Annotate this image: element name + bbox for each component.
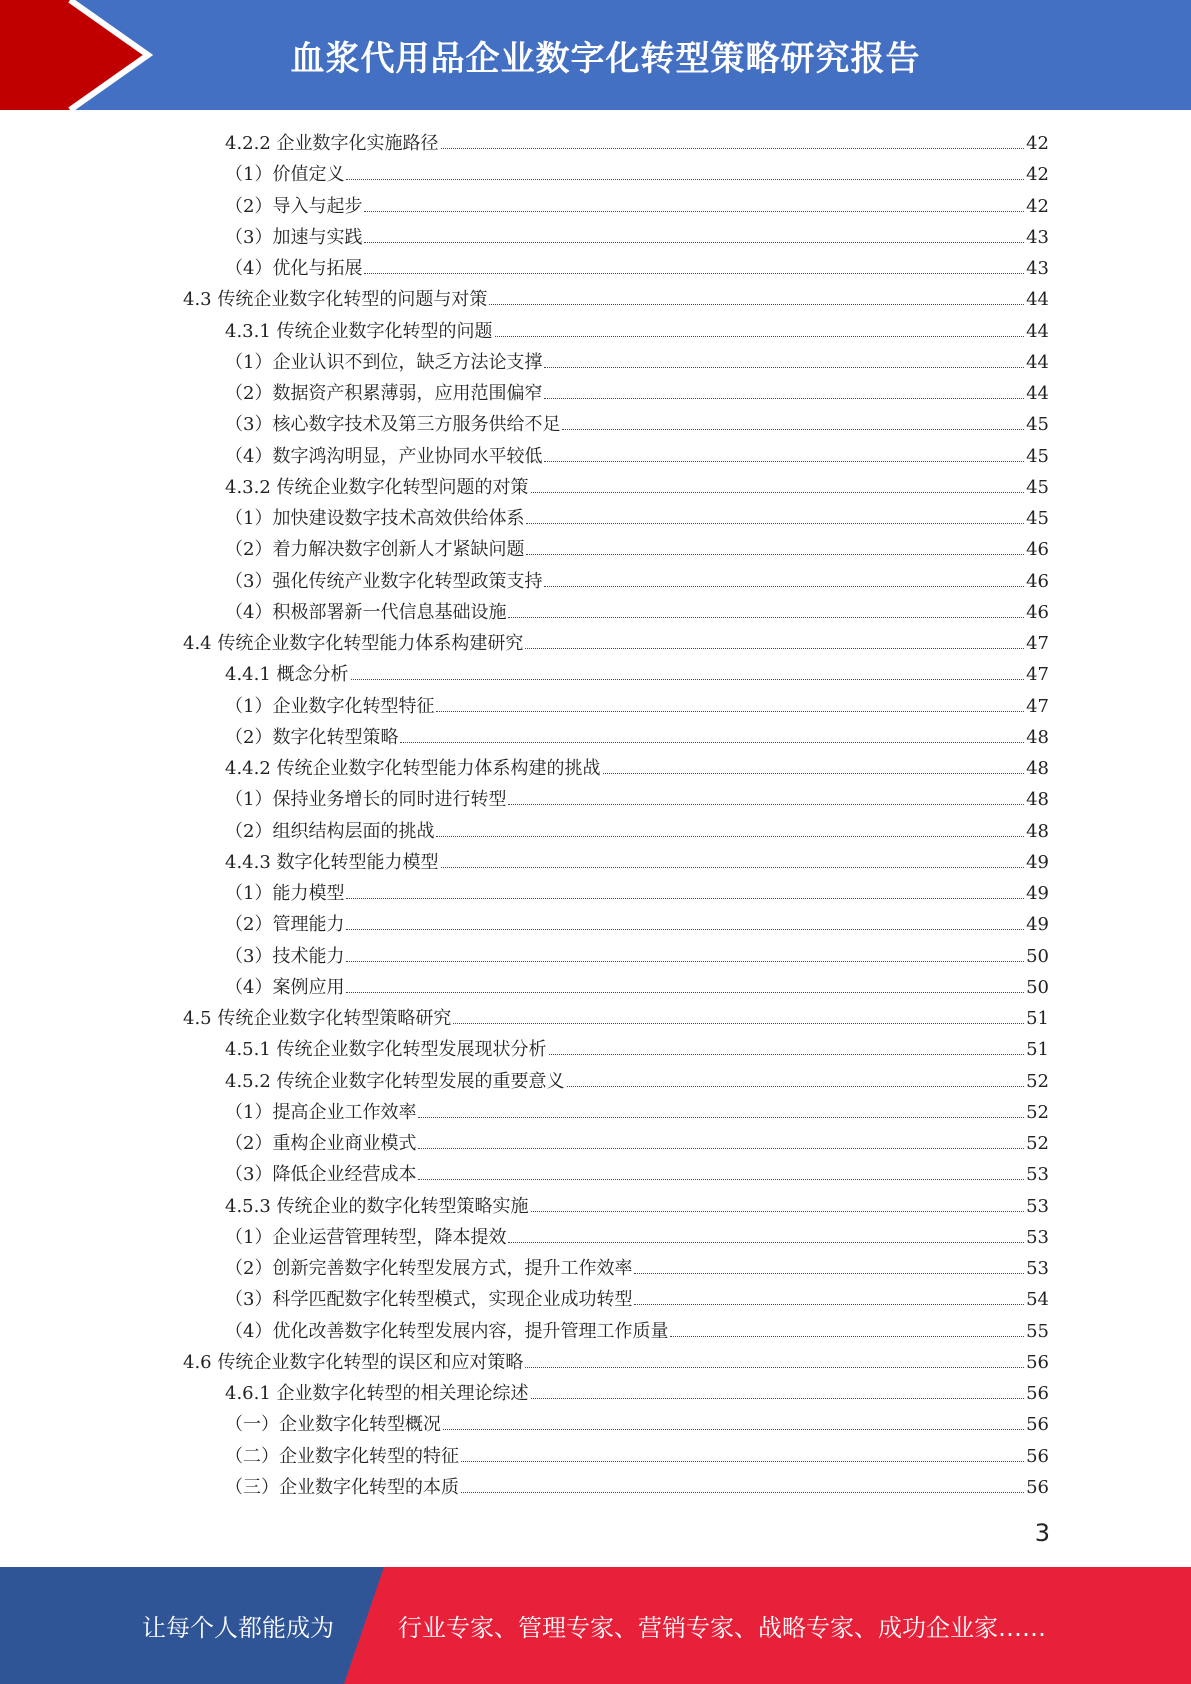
toc-entry-page: 46 [1026,570,1049,592]
toc-dot-leader [531,1191,1025,1212]
toc-entry[interactable] [225,941,1049,972]
toc-entry[interactable] [225,972,1049,1003]
toc-entry[interactable] [225,316,1049,347]
toc-entry-page: 55 [1026,1320,1049,1342]
toc-dot-leader [461,1472,1024,1493]
page-number: 3 [1034,1519,1050,1547]
toc-entry-label: 4.2.2 企业数字化实施路径 [225,133,439,154]
toc-entry[interactable] [225,503,1049,534]
toc-entry[interactable] [225,441,1049,472]
toc-entry-label: （2）着力解决数字创新人才紧缺问题 [225,539,525,561]
toc-entry-page: 43 [1026,226,1049,248]
toc-entry-page: 52 [1026,1133,1049,1154]
toc-entry-label: 4.5.1 传统企业数字化转型发展现状分析 [225,1039,547,1061]
toc-entry-page: 46 [1026,539,1049,561]
toc-dot-leader [525,1347,1024,1368]
header-band [0,0,1191,110]
toc-entry[interactable] [225,472,1049,503]
toc-dot-leader [544,441,1024,462]
toc-entry-label: 4.3.1 传统企业数字化转型的问题 [225,320,493,342]
toc-dot-leader [346,972,1024,993]
toc-entry[interactable] [225,1284,1049,1315]
toc-entry-page: 50 [1026,945,1049,967]
toc-entry-label: 4.4 传统企业数字化转型能力体系构建研究 [183,633,524,654]
toc-entry-page: 51 [1026,1039,1049,1061]
toc-dot-leader [453,1003,1024,1024]
toc-entry-label: （4）积极部署新一代信息基础设施 [225,601,507,623]
toc-entry-label: （2）导入与起步 [225,195,363,217]
toc-entry-page: 46 [1026,601,1049,623]
toc-entry[interactable] [225,722,1049,753]
toc-entry[interactable] [225,816,1049,847]
toc-entry-label: （2）数据资产积累薄弱，应用范围偏窄 [225,383,543,404]
toc-entry-page: 56 [1026,1383,1049,1404]
toc-entry-label: （1）企业运营管理转型，降本提效 [225,1226,507,1248]
toc-entry-label: （1）提高企业工作效率 [225,1101,417,1123]
toc-entry[interactable] [183,284,1049,315]
toc-entry-label: （1）加快建设数字技术高效供给体系 [225,508,525,529]
toc-dot-leader [531,1378,1025,1399]
toc-entry-label: （4）案例应用 [225,976,345,998]
toc-dot-leader [526,503,1024,524]
toc-entry[interactable] [225,159,1049,190]
toc-entry-page: 52 [1026,1101,1049,1123]
toc-entry-page: 49 [1026,851,1049,873]
toc-entry-page: 45 [1026,414,1049,436]
toc-entry[interactable] [225,1128,1049,1159]
toc-dot-leader [364,222,1024,243]
toc-dot-leader [489,284,1024,305]
toc-entry[interactable] [225,1034,1049,1065]
toc-entry[interactable] [225,1222,1049,1253]
toc-dot-leader [562,409,1024,430]
toc-entry-page: 53 [1026,1258,1049,1279]
toc-dot-leader [418,1097,1024,1118]
toc-dot-leader [634,1284,1024,1305]
toc-entry-label: （2）管理能力 [225,914,345,936]
toc-entry-page: 45 [1026,445,1049,467]
toc-entry-page: 56 [1026,1351,1049,1373]
toc-entry-page: 43 [1026,258,1049,279]
toc-entry-label: （4）优化改善数字化转型发展内容，提升管理工作质量 [225,1320,669,1342]
toc-entry-label: 4.3 传统企业数字化转型的问题与对策 [183,289,488,311]
toc-entry[interactable] [225,409,1049,440]
toc-entry-page: 48 [1026,789,1049,811]
footer-band [0,1567,1191,1684]
toc-dot-leader [544,378,1024,399]
toc-dot-leader [603,753,1025,774]
toc-dot-leader [508,597,1024,618]
toc-dot-leader [670,1316,1024,1337]
toc-dot-leader [495,316,1025,337]
toc-entry-page: 56 [1026,1476,1049,1498]
toc-entry[interactable] [225,659,1049,690]
toc-entry[interactable] [225,753,1049,784]
toc-dot-leader [508,1222,1024,1243]
toc-entry-label: 4.6 传统企业数字化转型的误区和应对策略 [183,1351,524,1373]
toc-dot-leader [436,691,1024,712]
toc-entry-label: （3）强化传统产业数字化转型政策支持 [225,570,543,592]
toc-entry[interactable] [225,222,1049,253]
toc-entry[interactable] [225,1159,1049,1190]
toc-entry-label: 4.5.3 传统企业的数字化转型策略实施 [225,1195,529,1217]
toc-entry[interactable] [225,347,1049,378]
toc-entry-label: （2）创新完善数字化转型发展方式，提升工作效率 [225,1258,633,1279]
toc-entry-label: （1）企业数字化转型特征 [225,695,435,717]
toc-entry[interactable] [225,597,1049,628]
toc-entry-label: （3）技术能力 [225,945,345,967]
toc-entry-label: （2）组织结构层面的挑战 [225,820,435,842]
toc-dot-leader [346,909,1024,930]
toc-entry[interactable] [225,1472,1049,1503]
toc-entry-page: 44 [1026,289,1049,311]
toc-entry-page: 53 [1026,1195,1049,1217]
toc-dot-leader [531,472,1025,493]
toc-entry-label: （2）重构企业商业模式 [225,1133,417,1154]
toc-entry-label: （3）降低企业经营成本 [225,1164,417,1186]
toc-dot-leader [418,1159,1024,1180]
toc-entry-page: 53 [1026,1226,1049,1248]
toc-dot-leader [567,1066,1025,1087]
toc-entry-page: 45 [1026,508,1049,529]
toc-entry-page: 49 [1026,914,1049,936]
toc-dot-leader [544,566,1024,587]
toc-entry[interactable] [225,566,1049,597]
toc-entry-page: 49 [1026,883,1049,904]
toc-dot-leader [461,1441,1024,1462]
toc-entry-page: 42 [1026,195,1049,217]
toc-entry[interactable] [225,128,1049,159]
toc-entry-page: 51 [1026,1008,1049,1029]
toc-entry-page: 47 [1026,664,1049,686]
toc-entry-label: （一）企业数字化转型概况 [225,1414,441,1436]
toc-entry[interactable] [225,253,1049,284]
toc-entry-label: （2）数字化转型策略 [225,726,399,748]
toc-dot-leader [400,722,1024,743]
toc-entry[interactable] [225,1191,1049,1222]
toc-entry-page: 42 [1026,133,1049,154]
toc-entry-label: （1）保持业务增长的同时进行转型 [225,789,507,811]
toc-entry-label: （4）优化与拓展 [225,258,363,279]
toc-entry[interactable] [225,847,1049,878]
toc-entry[interactable] [225,878,1049,909]
toc-entry-page: 44 [1026,320,1049,342]
toc-entry-page: 56 [1026,1414,1049,1436]
toc-dot-leader [525,628,1024,649]
toc-entry-label: 4.5.2 传统企业数字化转型发展的重要意义 [225,1070,565,1092]
toc-entry-label: （1）价值定义 [225,164,345,186]
toc-entry[interactable] [183,1347,1049,1378]
toc-entry[interactable] [225,784,1049,815]
toc-dot-leader [441,847,1025,868]
toc-entry-label: 4.3.2 传统企业数字化转型问题的对策 [225,476,529,498]
toc-entry-label: （4）数字鸿沟明显，产业协同水平较低 [225,445,543,467]
toc-entry-label: （1）能力模型 [225,883,345,904]
toc-dot-leader [549,1034,1025,1055]
toc-entry[interactable] [225,534,1049,565]
toc-entry-page: 50 [1026,976,1049,998]
toc-dot-leader [441,128,1025,149]
footer-slogan-right: 行业专家、管理专家、营销专家、战略专家、成功企业家…… [398,1614,1046,1642]
header-title: 血浆代用品企业数字化转型策略研究报告 [290,38,921,79]
toc-dot-leader [346,159,1024,180]
toc-entry-label: （二）企业数字化转型的特征 [225,1445,459,1467]
toc-entry-page: 47 [1026,695,1049,717]
toc-entry-page: 47 [1026,633,1049,654]
toc-dot-leader [443,1409,1024,1430]
toc-entry[interactable] [225,1316,1049,1347]
toc-entry[interactable] [225,1097,1049,1128]
footer-slogan-left: 让每个人都能成为 [142,1614,334,1642]
toc-dot-leader [346,878,1024,899]
toc-entry-label: （3）科学匹配数字化转型模式，实现企业成功转型 [225,1289,633,1311]
toc-entry-page: 48 [1026,820,1049,842]
toc-entry-label: 4.6.1 企业数字化转型的相关理论综述 [225,1383,529,1404]
toc-dot-leader [418,1128,1024,1149]
toc-entry-page: 53 [1026,1164,1049,1186]
toc-entry-label: 4.4.1 概念分析 [225,664,349,686]
toc-entry[interactable] [225,1441,1049,1472]
toc-entry-page: 52 [1026,1070,1049,1092]
toc-entry-label: （3）加速与实践 [225,226,363,248]
toc-entry-label: 4.4.3 数字化转型能力模型 [225,851,439,873]
toc-entry[interactable] [225,1378,1049,1409]
toc-dot-leader [364,191,1024,212]
toc-dot-leader [364,253,1024,274]
toc-dot-leader [508,784,1024,805]
toc-entry[interactable] [225,378,1049,409]
toc-entry-label: （3）核心数字技术及第三方服务供给不足 [225,414,561,436]
toc-dot-leader [526,534,1024,555]
toc-entry[interactable] [225,909,1049,940]
toc-entry-page: 45 [1026,476,1049,498]
toc-entry[interactable] [225,1066,1049,1097]
toc-entry-page: 54 [1026,1289,1049,1311]
toc-entry-page: 48 [1026,726,1049,748]
toc-entry[interactable] [225,691,1049,722]
toc-entry-page: 56 [1026,1445,1049,1467]
toc-dot-leader [351,659,1025,680]
toc-entry-label: 4.5 传统企业数字化转型策略研究 [183,1008,452,1029]
toc-entry-page: 44 [1026,383,1049,404]
toc-entry-page: 42 [1026,164,1049,186]
toc-entry-page: 48 [1026,758,1049,779]
toc-entry[interactable] [225,1253,1049,1284]
toc-entry-label: （1）企业认识不到位，缺乏方法论支撑 [225,351,543,373]
toc-entry-label: 4.4.2 传统企业数字化转型能力体系构建的挑战 [225,758,601,779]
toc-entry[interactable] [183,628,1049,659]
toc-dot-leader [346,941,1024,962]
toc-entry[interactable] [183,1003,1049,1034]
toc-dot-leader [436,816,1024,837]
toc-entry-label: （三）企业数字化转型的本质 [225,1476,459,1498]
toc-dot-leader [634,1253,1024,1274]
toc-entry[interactable] [225,1409,1049,1440]
toc-dot-leader [544,347,1024,368]
toc-entry-page: 44 [1026,351,1049,373]
toc-entry[interactable] [225,191,1049,222]
